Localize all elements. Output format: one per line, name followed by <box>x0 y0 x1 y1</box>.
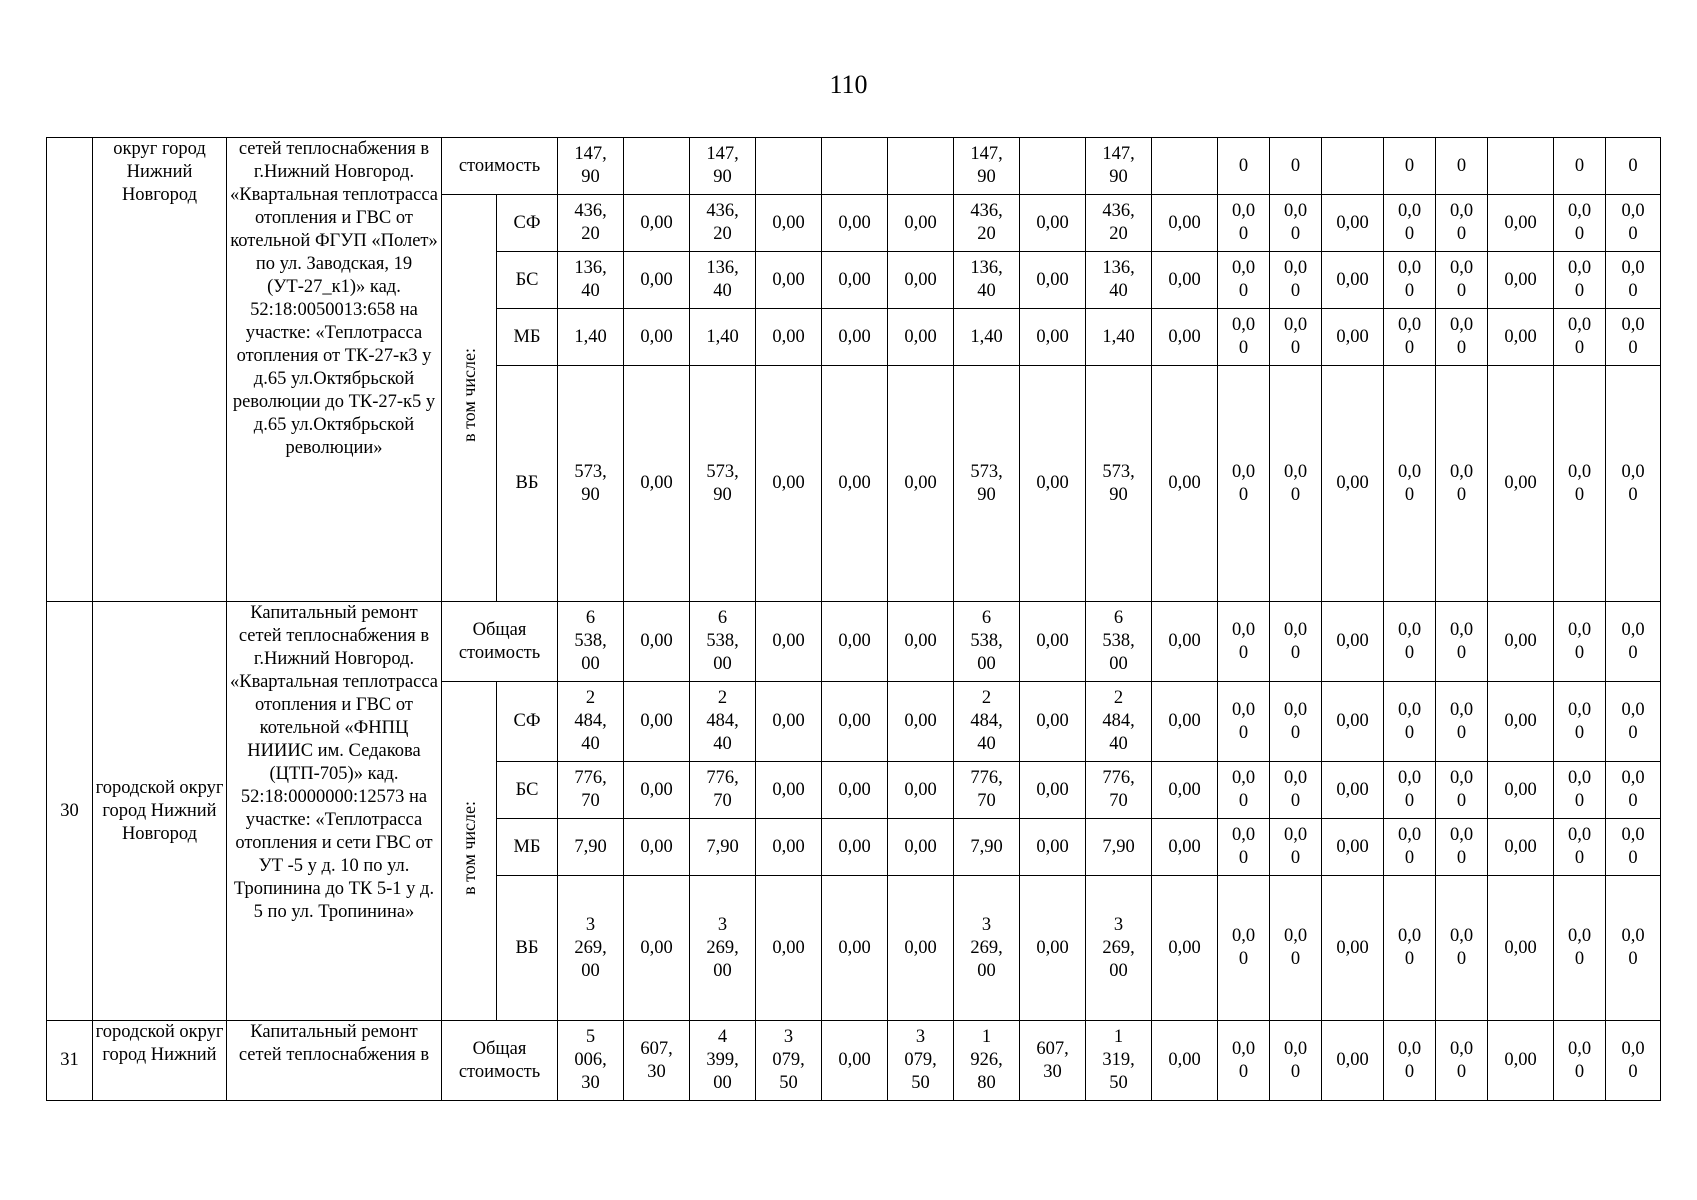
value-cell: 0,00 <box>1020 252 1086 309</box>
value-cell: 0,00 <box>1322 252 1384 309</box>
value-cell: 0,00 <box>1488 876 1554 1021</box>
value-cell: 0,00 <box>1020 762 1086 819</box>
value-cell: 2 484, 40 <box>954 682 1020 762</box>
value-cell: 0,00 <box>1152 819 1218 876</box>
value-cell: 1,40 <box>690 309 756 366</box>
value-cell: 0,00 <box>1488 819 1554 876</box>
value-cell: 3 079, 50 <box>888 1021 954 1101</box>
value-cell: 0,00 <box>888 819 954 876</box>
in-that-label <box>442 682 497 1021</box>
value-cell: 0,0 0 <box>1606 819 1661 876</box>
value-cell: 436, 20 <box>558 195 624 252</box>
value-cell: 0,00 <box>1488 309 1554 366</box>
value-cell: 0,0 0 <box>1270 682 1322 762</box>
value-cell: 0,0 0 <box>1270 762 1322 819</box>
value-cell: 0,00 <box>1152 876 1218 1021</box>
value-cell <box>1488 138 1554 195</box>
value-cell: 0,00 <box>822 682 888 762</box>
value-cell: 0,0 0 <box>1436 819 1488 876</box>
source-label: МБ <box>497 309 558 366</box>
value-cell: 0,00 <box>1020 366 1086 602</box>
value-cell: 0,0 0 <box>1384 366 1436 602</box>
value-cell: 136, 40 <box>558 252 624 309</box>
value-cell: 0,0 0 <box>1218 195 1270 252</box>
value-cell: 436, 20 <box>690 195 756 252</box>
page-number: 110 <box>829 70 868 99</box>
value-cell: 7,90 <box>690 819 756 876</box>
description-cell: Капитальный ремонт сетей теплоснабжения в г.Нижний Новгород. «Квартальная теплотрасса отопления и ГВС от котельной «ФНПЦ НИИИС им. Седакова (ЦТП-705)» кад. 52:18:0000000:12573 на участке: «Теплотрасса отопления и сети ГВС от УТ -5 у д. 10 по ул. Тропинина до ТК 5-1 у д. 5 по ул. Тропинина» <box>227 602 442 1021</box>
value-cell: 0,00 <box>1152 1021 1218 1101</box>
value-cell: 0,0 0 <box>1554 876 1606 1021</box>
value-cell <box>756 138 822 195</box>
value-cell: 0,00 <box>624 819 690 876</box>
value-cell: 0,0 0 <box>1436 1021 1488 1101</box>
value-cell: 0,0 0 <box>1218 366 1270 602</box>
value-cell: 0,0 0 <box>1554 195 1606 252</box>
row-number: 30 <box>47 602 93 1021</box>
value-cell: 4 399, 00 <box>690 1021 756 1101</box>
value-cell: 0,0 0 <box>1436 602 1488 682</box>
value-cell: 6 538, 00 <box>558 602 624 682</box>
value-cell: 2 484, 40 <box>558 682 624 762</box>
value-cell: 0,00 <box>1488 682 1554 762</box>
value-cell: 0,0 0 <box>1384 602 1436 682</box>
value-cell <box>888 138 954 195</box>
value-cell: 0,00 <box>756 602 822 682</box>
value-cell: 0,00 <box>888 682 954 762</box>
value-cell: 0,00 <box>756 252 822 309</box>
value-cell: 0,0 0 <box>1218 762 1270 819</box>
value-cell: 0,00 <box>888 762 954 819</box>
source-label: ВБ <box>497 876 558 1021</box>
value-cell: 0 <box>1384 138 1436 195</box>
value-cell: 0,00 <box>1488 1021 1554 1101</box>
value-cell: 0,00 <box>624 876 690 1021</box>
value-cell: 573, 90 <box>558 366 624 602</box>
value-cell: 6 538, 00 <box>954 602 1020 682</box>
value-cell: 0,00 <box>756 366 822 602</box>
in-that-label <box>442 195 497 602</box>
value-cell: 0,00 <box>624 366 690 602</box>
value-cell: 0,0 0 <box>1436 252 1488 309</box>
value-cell: 573, 90 <box>1086 366 1152 602</box>
value-cell: 0,0 0 <box>1218 1021 1270 1101</box>
value-cell: 147, 90 <box>558 138 624 195</box>
value-cell: 0,00 <box>1152 366 1218 602</box>
value-cell: 0,0 0 <box>1554 252 1606 309</box>
value-cell: 0,0 0 <box>1270 876 1322 1021</box>
value-cell: 1 319, 50 <box>1086 1021 1152 1101</box>
description-cell: сетей теплоснабжения в г.Нижний Новгород. «Квартальная теплотрасса отопления и ГВС от котельной ФГУП «Полет» по ул. Заводская, 19 (УТ-27_к1)» кад. 52:18:0050013:658 на участке: «Теплотрасса отопления от ТК-27-к3 у д.65 ул.Октябрьской революции до ТК-27-к5 у д.65 ул.Октябрьской революции» <box>227 138 442 602</box>
value-cell: 0,0 0 <box>1554 682 1606 762</box>
value-cell: 0,0 0 <box>1436 195 1488 252</box>
value-cell: 0,0 0 <box>1554 602 1606 682</box>
value-cell: 0,0 0 <box>1606 366 1661 602</box>
value-cell: 0,00 <box>1152 762 1218 819</box>
description-cell: Капитальный ремонт сетей теплоснабжения в <box>227 1021 442 1101</box>
value-cell: 2 484, 40 <box>690 682 756 762</box>
value-cell: 776, 70 <box>690 762 756 819</box>
table-row <box>47 138 1661 195</box>
value-cell: 147, 90 <box>690 138 756 195</box>
value-cell: 0,0 0 <box>1436 366 1488 602</box>
value-cell: 0,00 <box>1322 366 1384 602</box>
value-cell: 0,00 <box>1488 762 1554 819</box>
value-cell: 0,00 <box>756 876 822 1021</box>
value-cell: 0,0 0 <box>1384 195 1436 252</box>
value-cell: 0,0 0 <box>1606 1021 1661 1101</box>
source-label: ВБ <box>497 366 558 602</box>
municipality-cell: городской округ город Нижний <box>93 1021 227 1101</box>
value-cell: 0,0 0 <box>1270 195 1322 252</box>
table-row <box>47 602 1661 682</box>
value-cell: 0,0 0 <box>1436 309 1488 366</box>
total-label: Общая стоимость <box>442 602 558 682</box>
value-cell: 776, 70 <box>1086 762 1152 819</box>
value-cell: 0,00 <box>1152 195 1218 252</box>
value-cell: 607, 30 <box>1020 1021 1086 1101</box>
value-cell: 0,0 0 <box>1606 309 1661 366</box>
value-cell: 0,00 <box>624 195 690 252</box>
value-cell: 0,00 <box>1488 602 1554 682</box>
in-that-label-text: в том числе: <box>458 347 479 442</box>
value-cell: 0,0 0 <box>1554 309 1606 366</box>
value-cell: 0,0 0 <box>1218 252 1270 309</box>
value-cell: 0,00 <box>1322 682 1384 762</box>
value-cell: 0,00 <box>624 602 690 682</box>
value-cell: 0,00 <box>822 366 888 602</box>
value-cell: 0,0 0 <box>1218 682 1270 762</box>
value-cell: 3 079, 50 <box>756 1021 822 1101</box>
value-cell: 0,0 0 <box>1218 819 1270 876</box>
value-cell: 0,00 <box>888 309 954 366</box>
value-cell: 0,00 <box>1322 819 1384 876</box>
source-label: СФ <box>497 195 558 252</box>
value-cell: 1 926, 80 <box>954 1021 1020 1101</box>
value-cell <box>1020 138 1086 195</box>
value-cell: 0,00 <box>624 309 690 366</box>
value-cell: 0,00 <box>888 602 954 682</box>
value-cell: 0,00 <box>756 309 822 366</box>
value-cell: 0,0 0 <box>1270 309 1322 366</box>
row-number: 31 <box>47 1021 93 1101</box>
value-cell: 0,0 0 <box>1218 602 1270 682</box>
value-cell: 147, 90 <box>954 138 1020 195</box>
value-cell: 436, 20 <box>954 195 1020 252</box>
value-cell: 776, 70 <box>558 762 624 819</box>
source-label: БС <box>497 762 558 819</box>
value-cell: 0,0 0 <box>1384 252 1436 309</box>
total-label: Общая стоимость <box>442 1021 558 1101</box>
value-cell <box>1322 138 1384 195</box>
value-cell: 0,0 0 <box>1436 876 1488 1021</box>
value-cell: 1,40 <box>558 309 624 366</box>
value-cell: 0,00 <box>756 682 822 762</box>
value-cell: 0,00 <box>822 602 888 682</box>
value-cell: 6 538, 00 <box>690 602 756 682</box>
value-cell: 436, 20 <box>1086 195 1152 252</box>
value-cell: 0,00 <box>1020 819 1086 876</box>
value-cell: 0,0 0 <box>1606 682 1661 762</box>
value-cell: 0,0 0 <box>1606 762 1661 819</box>
value-cell: 0 <box>1436 138 1488 195</box>
municipality-cell: округ город Нижний Новгород <box>93 138 227 602</box>
value-cell: 0,00 <box>1152 602 1218 682</box>
row-number <box>47 138 93 602</box>
value-cell: 0,0 0 <box>1384 762 1436 819</box>
value-cell: 0,00 <box>822 876 888 1021</box>
value-cell: 0 <box>1606 138 1661 195</box>
value-cell: 0,0 0 <box>1384 1021 1436 1101</box>
value-cell: 0,00 <box>822 195 888 252</box>
value-cell: 0,0 0 <box>1606 195 1661 252</box>
value-cell: 0,0 0 <box>1554 1021 1606 1101</box>
value-cell: 0,00 <box>1020 195 1086 252</box>
value-cell: 1,40 <box>954 309 1020 366</box>
total-label: стоимость <box>442 138 558 195</box>
value-cell: 607, 30 <box>624 1021 690 1101</box>
value-cell: 2 484, 40 <box>1086 682 1152 762</box>
value-cell: 0,00 <box>1322 195 1384 252</box>
value-cell: 136, 40 <box>1086 252 1152 309</box>
value-cell: 0,00 <box>888 195 954 252</box>
municipality-cell: городской округ город Нижний Новгород <box>93 602 227 1021</box>
value-cell: 0,0 0 <box>1436 682 1488 762</box>
program-table <box>46 137 1661 1101</box>
value-cell: 0,00 <box>1020 602 1086 682</box>
value-cell: 0,00 <box>1322 309 1384 366</box>
value-cell: 0,0 0 <box>1218 876 1270 1021</box>
value-cell: 0,00 <box>1488 195 1554 252</box>
value-cell: 0,0 0 <box>1606 252 1661 309</box>
value-cell: 147, 90 <box>1086 138 1152 195</box>
value-cell <box>822 138 888 195</box>
value-cell: 0,00 <box>756 195 822 252</box>
value-cell: 0,0 0 <box>1436 762 1488 819</box>
value-cell: 0,00 <box>756 762 822 819</box>
value-cell: 0 <box>1554 138 1606 195</box>
source-label: СФ <box>497 682 558 762</box>
value-cell: 0,0 0 <box>1270 602 1322 682</box>
value-cell: 5 006, 30 <box>558 1021 624 1101</box>
value-cell: 3 269, 00 <box>690 876 756 1021</box>
value-cell: 0,00 <box>1322 876 1384 1021</box>
value-cell: 0,0 0 <box>1554 366 1606 602</box>
value-cell: 0,0 0 <box>1606 876 1661 1021</box>
value-cell: 0,00 <box>888 876 954 1021</box>
value-cell: 0,0 0 <box>1554 819 1606 876</box>
value-cell: 6 538, 00 <box>1086 602 1152 682</box>
value-cell: 0,00 <box>624 682 690 762</box>
value-cell: 0,0 0 <box>1554 762 1606 819</box>
value-cell: 0,00 <box>1322 762 1384 819</box>
value-cell: 0,00 <box>1488 366 1554 602</box>
value-cell <box>624 138 690 195</box>
value-cell: 0,0 0 <box>1384 819 1436 876</box>
value-cell: 0,0 0 <box>1218 309 1270 366</box>
value-cell: 0 <box>1218 138 1270 195</box>
value-cell: 0,00 <box>1152 309 1218 366</box>
value-cell: 3 269, 00 <box>954 876 1020 1021</box>
value-cell: 573, 90 <box>954 366 1020 602</box>
value-cell: 0,0 0 <box>1384 876 1436 1021</box>
value-cell: 0 <box>1270 138 1322 195</box>
value-cell: 0,0 0 <box>1384 682 1436 762</box>
value-cell: 0,00 <box>624 762 690 819</box>
value-cell: 0,00 <box>822 762 888 819</box>
value-cell: 573, 90 <box>690 366 756 602</box>
value-cell: 3 269, 00 <box>558 876 624 1021</box>
value-cell: 0,00 <box>822 252 888 309</box>
value-cell: 0,0 0 <box>1270 252 1322 309</box>
value-cell: 0,0 0 <box>1384 309 1436 366</box>
source-label: БС <box>497 252 558 309</box>
value-cell: 0,00 <box>1020 309 1086 366</box>
value-cell: 0,00 <box>756 819 822 876</box>
value-cell: 0,00 <box>1020 876 1086 1021</box>
value-cell: 0,00 <box>822 1021 888 1101</box>
value-cell: 0,00 <box>1152 252 1218 309</box>
value-cell: 7,90 <box>954 819 1020 876</box>
value-cell: 0,00 <box>1322 1021 1384 1101</box>
value-cell: 0,00 <box>822 309 888 366</box>
value-cell: 0,0 0 <box>1270 1021 1322 1101</box>
value-cell: 0,00 <box>888 366 954 602</box>
value-cell: 0,00 <box>1488 252 1554 309</box>
value-cell <box>1152 138 1218 195</box>
value-cell: 0,0 0 <box>1606 602 1661 682</box>
value-cell: 0,00 <box>1322 602 1384 682</box>
value-cell: 136, 40 <box>690 252 756 309</box>
value-cell: 0,0 0 <box>1270 366 1322 602</box>
in-that-label-text: в том числе: <box>458 800 479 895</box>
value-cell: 0,00 <box>1020 682 1086 762</box>
value-cell: 0,00 <box>624 252 690 309</box>
value-cell: 1,40 <box>1086 309 1152 366</box>
value-cell: 0,0 0 <box>1270 819 1322 876</box>
value-cell: 0,00 <box>822 819 888 876</box>
value-cell: 0,00 <box>888 252 954 309</box>
value-cell: 7,90 <box>558 819 624 876</box>
value-cell: 776, 70 <box>954 762 1020 819</box>
value-cell: 136, 40 <box>954 252 1020 309</box>
value-cell: 0,00 <box>1152 682 1218 762</box>
value-cell: 7,90 <box>1086 819 1152 876</box>
source-label: МБ <box>497 819 558 876</box>
table-row <box>47 1021 1661 1101</box>
value-cell: 3 269, 00 <box>1086 876 1152 1021</box>
